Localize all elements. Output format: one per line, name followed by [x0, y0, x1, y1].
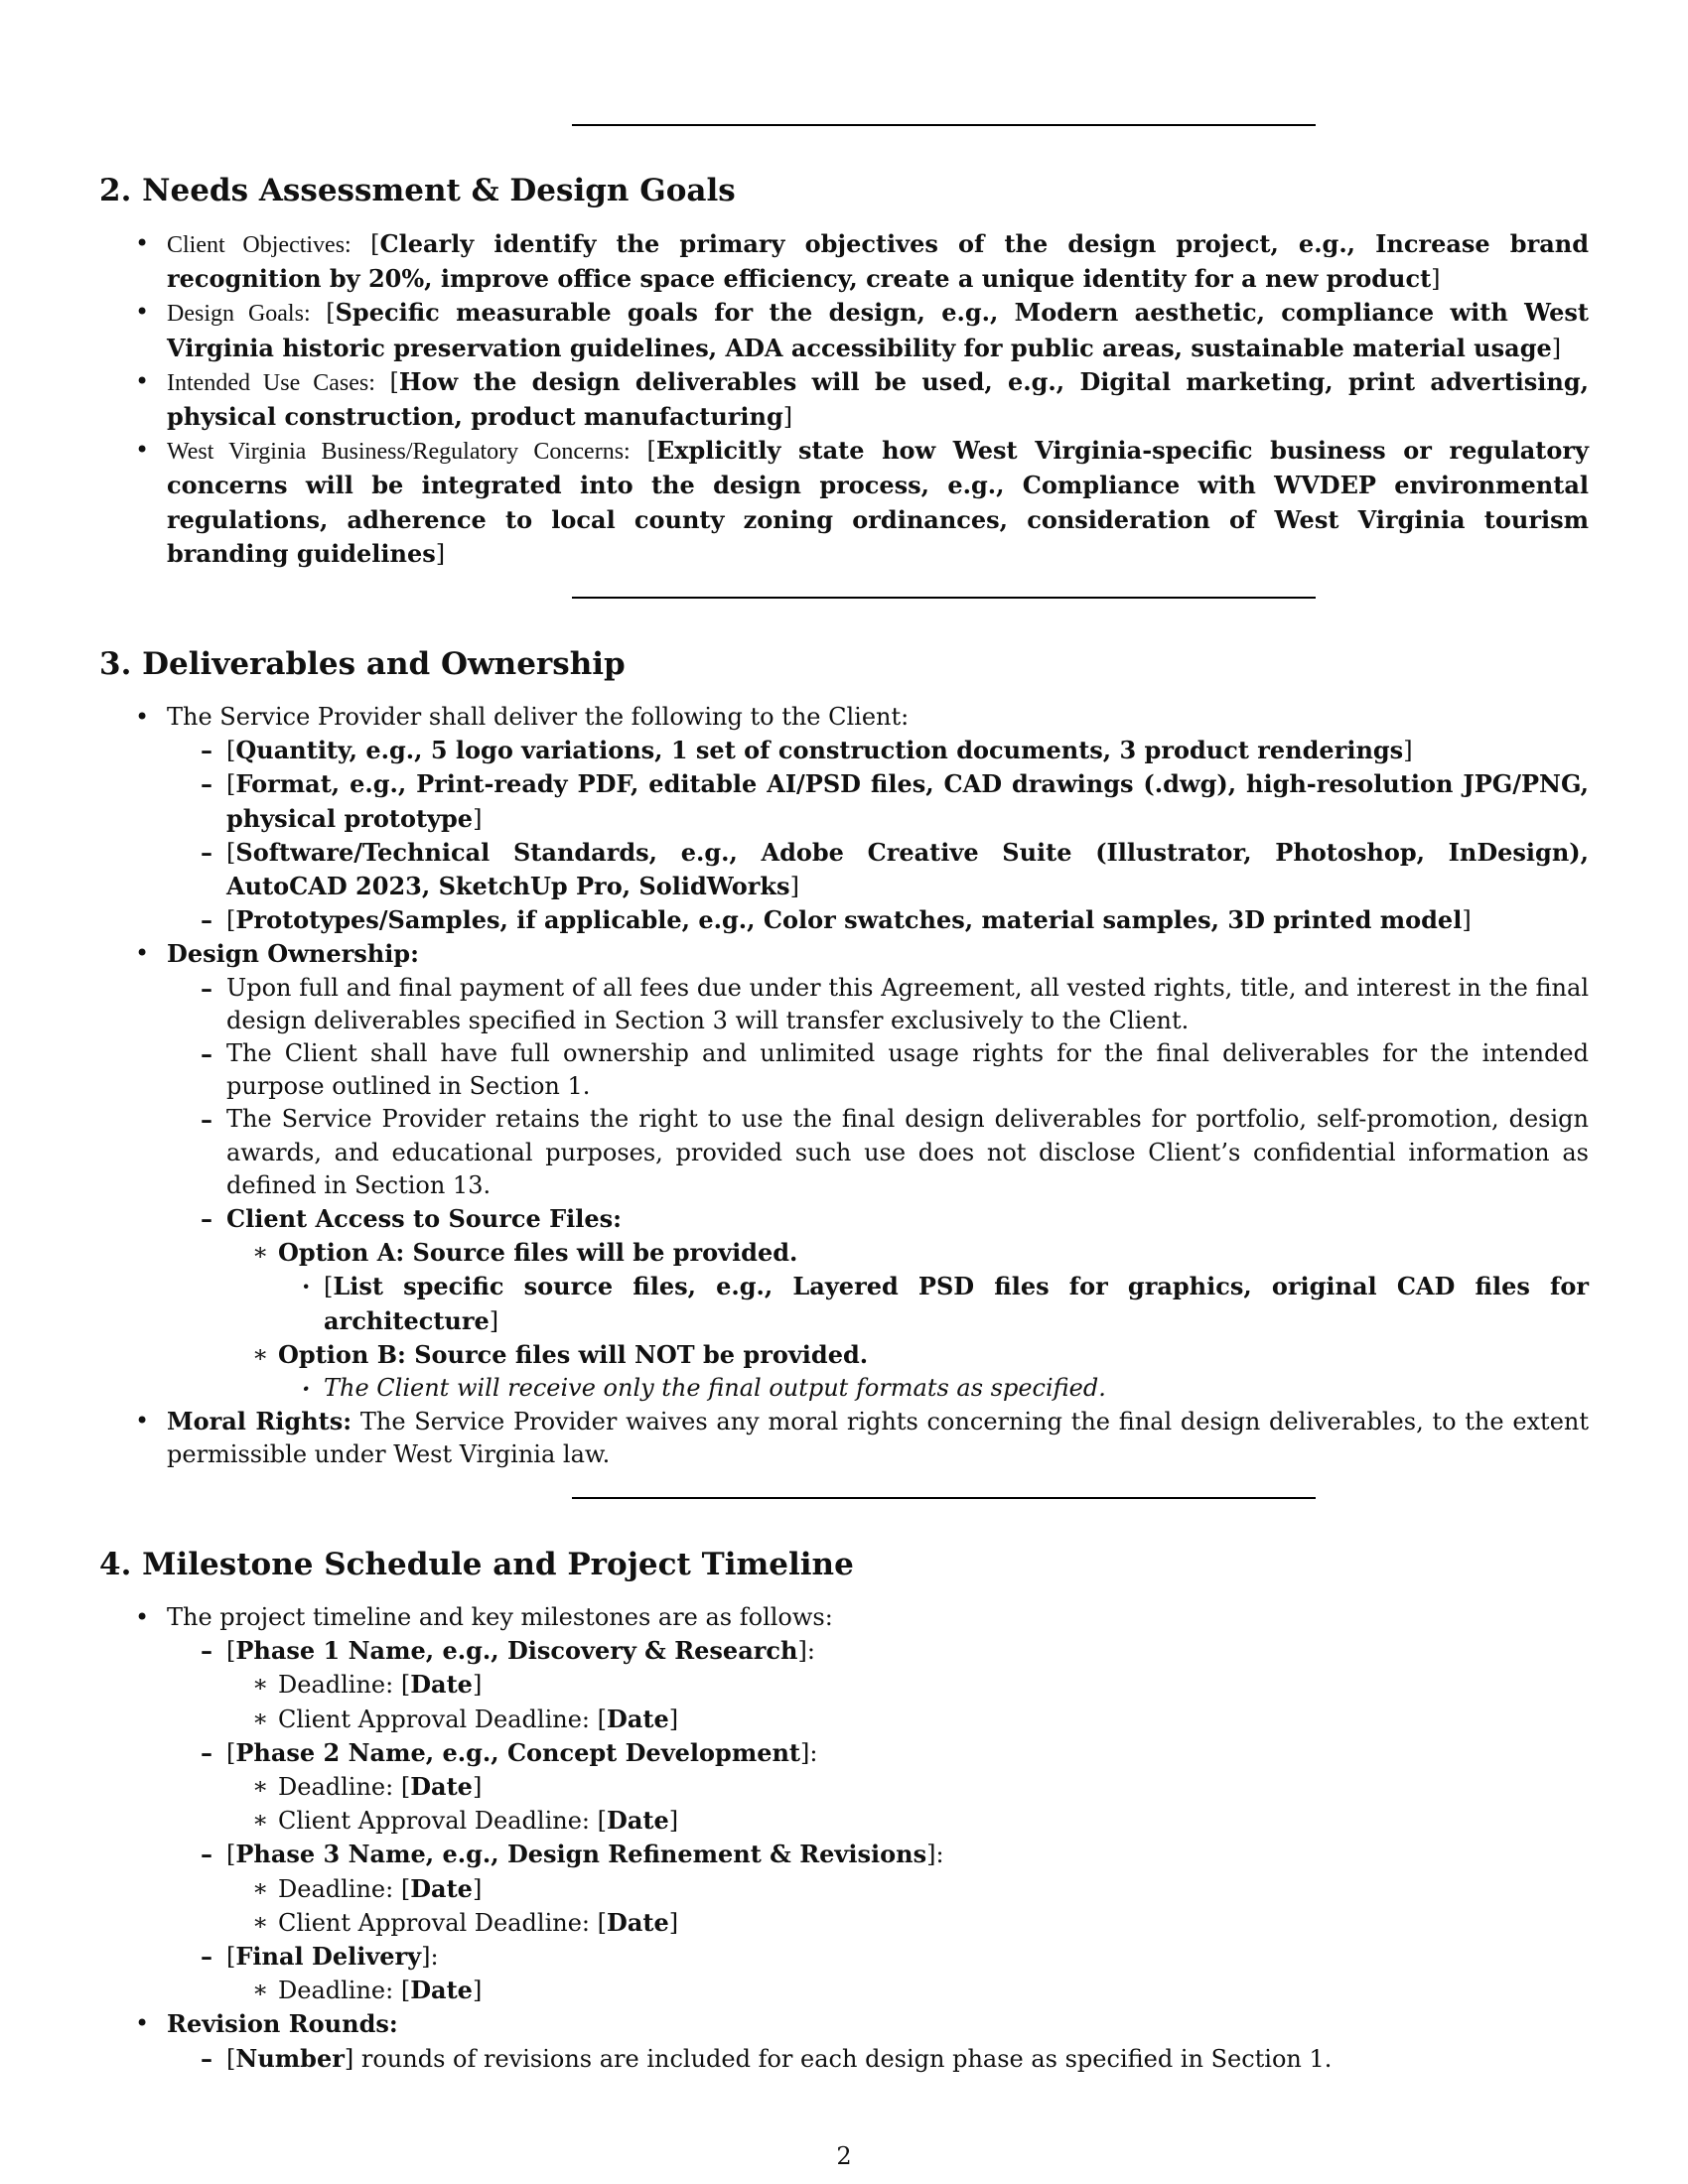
list-item [99, 937, 1589, 1405]
date-placeholder: Date [410, 1873, 473, 1903]
option-a-list [278, 1270, 1589, 1337]
phase-name: Phase 1 Name, e.g., Discovery & Research [235, 1636, 798, 1666]
phase-item: – [Phase 1 Name, e.g., Discovery & Research]: ∗ Deadline: [Date] ∗ Client Approval Deadline: [Date] [165, 1634, 1589, 1736]
date-placeholder: Date [410, 1976, 473, 2005]
list-item: – [Number] rounds of revisions are included for each design phase as specified in Section 1. [165, 2042, 1589, 2076]
date-placeholder: Date [410, 1670, 473, 1700]
timeline-intro: The project timeline and key milestones are as follows: [167, 1603, 833, 1631]
list-item: – [Quantity, e.g., 5 logo variations, 1 set of construction documents, 3 product renderings] [165, 734, 1589, 767]
list-item: · The Client will receive only the final output formats as specified. [278, 1372, 1589, 1405]
item-placeholder: Quantity, e.g., 5 logo variations, 1 set of construction documents, 3 product renderings [235, 736, 1404, 765]
item-placeholder: Format, e.g., Print-ready PDF, editable AI/PSD files, CAD drawings (.dwg), high-resolution JPG/PNG, physical prototype [226, 769, 1589, 833]
list-item: ∗ Client Approval Deadline: [Date] [226, 1703, 1589, 1736]
phase-deadlines [226, 1668, 1589, 1735]
date-placeholder: Date [607, 1907, 669, 1937]
list-item [226, 1338, 1589, 1405]
deadline-label: Deadline: [278, 1977, 401, 2005]
date-placeholder: Date [607, 1806, 669, 1836]
option-a-label: Option A: Source files will be provided. [278, 1238, 798, 1268]
item-placeholder: Explicitly state how West Virginia-specific business or regulatory concerns will be integrated into the design process, e.g., Compliance with WVDEP environmental regulations, adherence to local county zoning ordinances, consideration of West Virginia tourism branding guidelines [167, 436, 1589, 568]
moral-rights-label: Moral Rights: [167, 1407, 352, 1436]
item-placeholder: Clearly identify the primary objectives of the design project, e.g., Increase brand recognition by 20%, improve office space efficiency, create a unique identity for a new product [167, 229, 1589, 294]
item-placeholder: List specific source files, e.g., Layered PSD files for graphics, original CAD files for architecture [324, 1272, 1589, 1335]
list-item: – [Software/Technical Standards, e.g., Adobe Creative Suite (Illustrator, Photoshop, InDesign), AutoCAD 2023, SketchUp Pro, SolidWorks] [165, 836, 1589, 903]
list-item: – The Client shall have full ownership and unlimited usage rights for the final deliverables for the intended purpose outlined in Section 1. [165, 1037, 1589, 1103]
list-item: ∗ Deadline: [Date] [226, 1872, 1589, 1906]
item-label: Intended Use Cases: [167, 369, 375, 396]
item-placeholder: Software/Technical Standards, e.g., Adobe Creative Suite (Illustrator, Photoshop, InDesign), AutoCAD 2023, SketchUp Pro, SolidWorks [226, 837, 1589, 901]
phase-name: Phase 3 Name, e.g., Design Refinement & Revisions [235, 1840, 927, 1869]
deliverables-list [167, 734, 1589, 937]
list-item: • Design Goals: [Specific measurable goals for the design, e.g., Modern aesthetic, compliance with West Virginia historic preservation guidelines, ADA accessibility for public areas, sustainable material usage] [99, 296, 1589, 364]
deliver-intro: The Service Provider shall deliver the following to the Client: [167, 703, 910, 731]
horizontal-rule [572, 124, 1316, 126]
section-2-list [99, 227, 1589, 571]
phase-name: Phase 2 Name, e.g., Concept Development [235, 1737, 801, 1767]
list-item [99, 1601, 1589, 2007]
phase-deadlines [226, 1974, 1589, 2007]
revision-list [167, 2042, 1589, 2076]
list-item: – [Prototypes/Samples, if applicable, e.g., Color swatches, material samples, 3D printed model] [165, 903, 1589, 937]
phase-item: – [Phase 3 Name, e.g., Design Refinement & Revisions]: ∗ Deadline: [Date] ∗ Client Approval Deadline: [Date] [165, 1838, 1589, 1940]
list-item: • Client Objectives: [Clearly identify the primary objectives of the design project, e.g., Increase brand recognition by 20%, improve office space efficiency, create a unique identity for a new product] [99, 227, 1589, 296]
deadline-label: Deadline: [278, 1874, 401, 1903]
list-item [99, 2007, 1589, 2075]
phase-deadlines [226, 1770, 1589, 1838]
revision-text: rounds of revisions are included for each design phase as specified in Section 1. [353, 2044, 1333, 2073]
date-placeholder: Date [410, 1772, 473, 1802]
item-label: Design Goals: [167, 301, 311, 328]
list-item: – Upon full and final payment of all fees due under this Agreement, all vested rights, title, and interest in the final design deliverables specified in Section 3 will transfer exclusively to the Client. [165, 972, 1589, 1037]
ownership-label: Design Ownership: [167, 939, 419, 969]
list-item: ∗ Client Approval Deadline: [Date] [226, 1906, 1589, 1940]
date-placeholder: Date [607, 1704, 669, 1733]
list-item: • West Virginia Business/Regulatory Concerns: [Explicitly state how West Virginia-specific business or regulatory concerns will be integrated into the design process, e.g., Compliance with WVDEP environmental regulations, adherence to local county zoning ordinances, consideration of West Virginia tourism branding guidelines] [99, 434, 1589, 571]
deadline-label: Deadline: [278, 1773, 401, 1802]
moral-rights-text: The Service Provider waives any moral rights concerning the final design deliverables, to the extent permissible under West Virginia law. [167, 1408, 1589, 1469]
option-b-label: Option B: Source files will NOT be provided. [278, 1339, 869, 1369]
list-item: ∗ Deadline: [Date] [226, 1770, 1589, 1804]
item-placeholder: Prototypes/Samples, if applicable, e.g., Color swatches, material samples, 3D printed model [235, 905, 1463, 935]
section-4-list [99, 1601, 1589, 2076]
item-label: West Virginia Business/Regulatory Concerns: [167, 439, 631, 466]
list-item: · [List specific source files, e.g., Layered PSD files for graphics, original CAD files for architecture] [278, 1270, 1589, 1337]
list-item: ∗ Deadline: [Date] [226, 1668, 1589, 1702]
list-item: ∗ Client Approval Deadline: [Date] [226, 1804, 1589, 1838]
section-3-heading: 3. Deliverables and Ownership [99, 646, 626, 682]
source-files-label: Client Access to Source Files: [226, 1204, 623, 1234]
list-item [99, 1405, 1589, 1471]
list-item [99, 701, 1589, 937]
approval-label: Client Approval Deadline: [278, 1908, 598, 1937]
source-files-options [226, 1236, 1589, 1405]
horizontal-rule [572, 597, 1316, 599]
number-placeholder: Number [235, 2043, 345, 2073]
list-item [226, 1236, 1589, 1338]
section-4-heading: 4. Milestone Schedule and Project Timeline [99, 1547, 854, 1582]
phase-list [167, 1634, 1589, 2007]
option-b-list [278, 1372, 1589, 1405]
phase-name: Final Delivery [235, 1942, 422, 1972]
item-placeholder: How the design deliverables will be used, e.g., Digital marketing, print advertising, physical construction, product manufacturing [167, 366, 1590, 432]
list-item [165, 1202, 1589, 1405]
list-item: – The Service Provider retains the right to use the final design deliverables for portfolio, self-promotion, design awards, and educational purposes, provided such use does not disclose Client’s confidential information as defined in Section 13. [165, 1103, 1589, 1202]
document-page [99, 0, 1589, 2184]
item-placeholder: Specific measurable goals for the design, e.g., Modern aesthetic, compliance with West Virginia historic preservation guidelines, ADA accessibility for public areas, sustainable material usage [167, 298, 1590, 362]
phase-item: – [Phase 2 Name, e.g., Concept Development]: ∗ Deadline: [Date] ∗ Client Approval Deadline: [Date] [165, 1736, 1589, 1839]
page-number: 2 [836, 2142, 852, 2170]
ownership-list [167, 972, 1589, 1406]
list-item: – [Format, e.g., Print-ready PDF, editable AI/PSD files, CAD drawings (.dwg), high-resolution JPG/PNG, physical prototype] [165, 767, 1589, 835]
list-item: ∗ Deadline: [Date] [226, 1974, 1589, 2007]
approval-label: Client Approval Deadline: [278, 1807, 598, 1836]
phase-item: – [Final Delivery]: ∗ Deadline: [Date] [165, 1940, 1589, 2007]
revision-rounds-label: Revision Rounds: [167, 2009, 398, 2039]
approval-label: Client Approval Deadline: [278, 1705, 598, 1733]
item-label: Client Objectives: [167, 232, 352, 258]
phase-deadlines [226, 1872, 1589, 1940]
deadline-label: Deadline: [278, 1671, 401, 1700]
list-item: • Intended Use Cases: [How the design deliverables will be used, e.g., Digital marketing, print advertising, physical construction, product manufacturing] [99, 365, 1589, 434]
horizontal-rule [572, 1497, 1316, 1499]
section-2-heading: 2. Needs Assessment & Design Goals [99, 173, 736, 208]
section-3-list [99, 701, 1589, 1472]
